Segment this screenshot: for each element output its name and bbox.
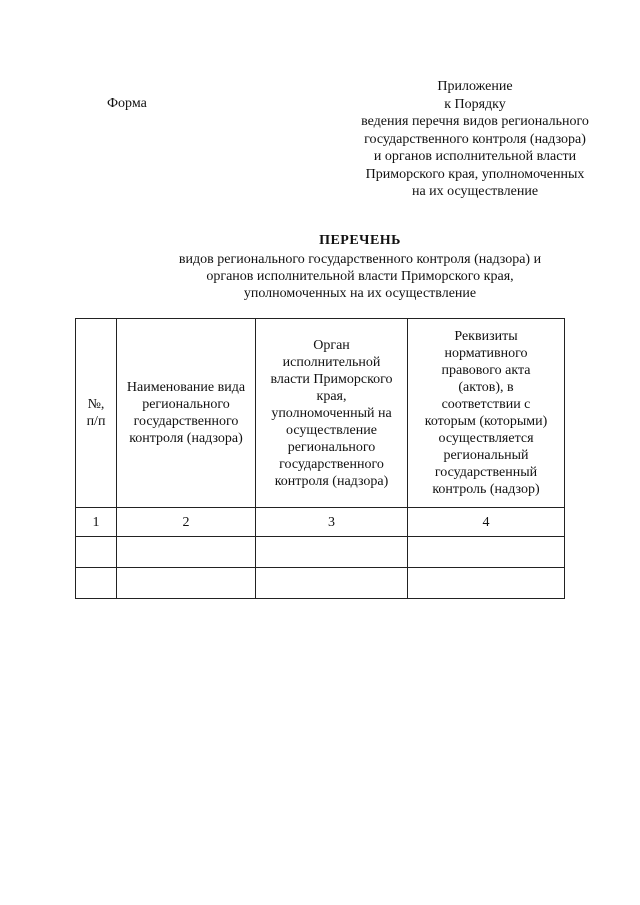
header-line: п/п [86,414,106,429]
header-cell-number [76,319,117,508]
appendix-line: Приложение [437,79,513,94]
column-number-cell: 1 [76,508,117,537]
header-line: государственного [133,414,239,429]
appendix-line: и органов исполнительной власти [373,149,577,164]
appendix-line: на их осуществление [411,184,539,199]
header-line: Реквизиты [454,329,518,344]
header-line: региональный [443,448,529,463]
header-line: осуществляется [438,431,534,446]
column-number-row [76,508,565,537]
empty-table-row [76,568,565,599]
header-line: (актов), в [458,380,514,395]
header-line: Орган [313,337,350,353]
header-line: власти Приморского [270,371,393,387]
header-line: соответствии с [441,397,531,412]
empty-table-row [76,537,565,568]
empty-cell [408,537,565,568]
empty-cell [117,537,256,568]
header-line: №, [87,397,105,412]
empty-cell [76,537,117,568]
header-cell-legal-acts [408,319,565,508]
header-line: правового акта [441,363,531,378]
appendix-line: к Порядку [444,96,506,112]
column-number-cell: 3 [256,508,408,537]
form-label: Форма [107,96,147,111]
table-header-row [76,319,565,508]
header-line: контроль (надзор) [432,482,540,497]
document-title: ПЕРЕЧЕНЬ [319,233,401,248]
appendix-line: Приморского края, уполномоченных [365,166,585,182]
appendix-block [330,78,620,201]
empty-cell [76,568,117,599]
empty-cell [408,568,565,599]
header-line: края, [316,388,347,404]
header-line: государственного [279,456,384,472]
header-line: государственный [434,465,538,480]
header-line: уполномоченный на [271,405,392,421]
header-line: осуществление [286,422,377,438]
header-line: нормативного [444,346,528,361]
empty-cell [117,568,256,599]
header-line: регионального [142,397,230,412]
header-cell-control-type [117,319,256,508]
appendix-line: ведения перечня видов регионального [361,114,589,129]
appendix-line: государственного контроля (надзора) [364,131,586,147]
document-subtitle-line: органов исполнительной власти Приморского края, [206,269,514,284]
header-line: регионального [287,439,376,455]
header-cell-authority [256,319,408,508]
header-line: контроля (надзора) [274,473,389,489]
empty-cell [256,568,408,599]
column-number-cell: 4 [408,508,565,537]
header-line: которым (которыми) [424,414,548,429]
header-line: Наименование вида [126,380,246,395]
registry-table [75,318,565,599]
header-line: исполнительной [282,354,381,370]
document-subtitle-line: уполномоченных на их осуществление [243,286,477,301]
empty-cell [256,537,408,568]
document-subtitle-line: видов регионального государственного контроля (надзора) и [178,252,542,267]
column-number-cell: 2 [117,508,256,537]
header-line: контроля (надзора) [129,431,243,446]
document-title-block [100,232,620,302]
